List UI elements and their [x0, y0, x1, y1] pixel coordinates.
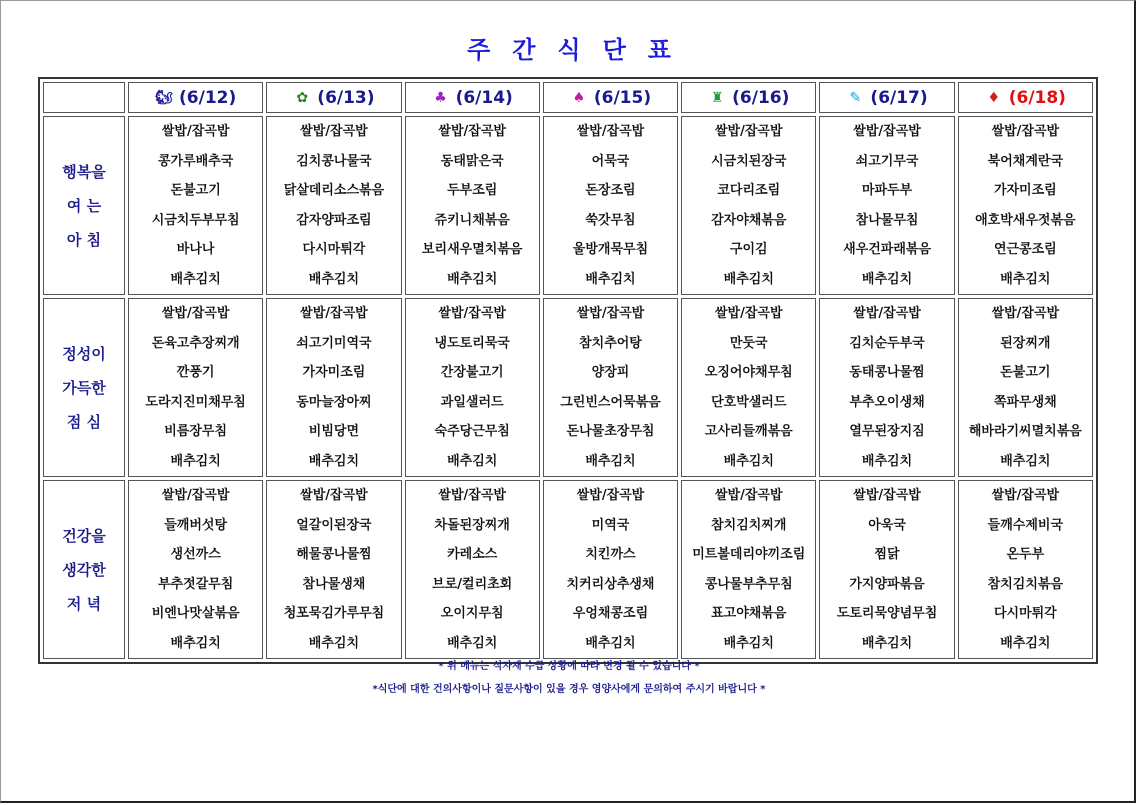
- dish-item: 참치김치볶음: [987, 576, 1064, 592]
- gift-icon: ♦: [987, 89, 1000, 106]
- dish-item: 연근콩조림: [993, 242, 1057, 257]
- dish-item: 새우건파래볶음: [843, 242, 931, 257]
- dish-item: 마파두부: [861, 183, 913, 198]
- day-header: [266, 82, 401, 113]
- dish-item: 냉도토리묵국: [434, 335, 510, 351]
- dish-item: 쇠고기무국: [855, 153, 919, 169]
- dish-item: 참치김치찌개: [711, 517, 787, 533]
- dish-cell: [543, 298, 678, 477]
- dish-cell: [543, 116, 678, 295]
- dish-item: 배추김치: [861, 635, 913, 651]
- meal-row: [43, 480, 1093, 659]
- dish-item: 배추김치: [585, 453, 636, 469]
- dish-cell: [266, 298, 401, 477]
- dish-cell: [128, 298, 263, 477]
- dish-item: 도라지진미채무침: [145, 394, 246, 410]
- dish-item: 쌀밥/잡곡밥: [438, 488, 506, 503]
- dish-item: 쌀밥/잡곡밥: [576, 306, 645, 321]
- meal-name-line: 여 는: [66, 196, 102, 215]
- dish-item: 치커리상추생채: [566, 576, 655, 592]
- squirrel-icon: 🐿: [155, 89, 173, 106]
- dish-item: 쌀밥/잡곡밥: [853, 488, 921, 503]
- dish-item: 오이지무침: [440, 606, 504, 621]
- dish-item: 배추김치: [1000, 453, 1051, 469]
- dish-item: 쌀밥/잡곡밥: [576, 124, 645, 139]
- day-label: (6/15): [593, 87, 652, 108]
- dish-item: 양장피: [591, 365, 630, 380]
- dish-item: 보리새우멸치볶음: [421, 242, 523, 257]
- dish-cell: [128, 116, 263, 295]
- dish-item: 쌀밥/잡곡밥: [991, 306, 1060, 321]
- dish-item: 숙주당근무침: [434, 424, 510, 439]
- dish-item: 쌀밥/잡곡밥: [161, 306, 230, 321]
- dish-item: 열무된장지짐: [849, 424, 925, 439]
- dish-item: 쌀밥/잡곡밥: [300, 124, 368, 139]
- dish-cell: [681, 298, 816, 477]
- dish-item: 배추김치: [585, 271, 636, 287]
- dish-item: 쌀밥/잡곡밥: [991, 124, 1060, 139]
- dish-item: 비빔당면: [308, 424, 360, 439]
- dish-item: 구이김: [729, 242, 768, 257]
- dish-item: 배추김치: [308, 271, 360, 287]
- dish-item: 부추오이생채: [849, 394, 925, 410]
- dish-item: 돈불고기: [1000, 365, 1051, 380]
- dish-item: 그린빈스어묵볶음: [560, 394, 661, 410]
- dish-item: 배추김치: [1000, 271, 1051, 287]
- dish-item: 쌀밥/잡곡밥: [576, 488, 645, 503]
- dish-cell: [405, 298, 540, 477]
- dish-item: 배추김치: [861, 271, 913, 287]
- dish-item: 간장불고기: [440, 365, 504, 380]
- dish-item: 가자미조림: [302, 365, 366, 380]
- meal-name-line: 아 침: [66, 230, 102, 249]
- dish-item: 참나물생채: [302, 576, 366, 592]
- dish-item: 김치순두부국: [849, 335, 925, 351]
- dish-item: 다시마튀각: [302, 242, 366, 257]
- dish-item: 쌀밥/잡곡밥: [438, 306, 506, 321]
- dish-item: 과일샐러드: [440, 394, 504, 410]
- day-label: (6/12): [179, 87, 237, 108]
- day-label: (6/14): [455, 87, 513, 108]
- dish-item: 두부조림: [447, 183, 498, 198]
- dish-item: 비엔나맛살볶음: [151, 606, 240, 621]
- dish-item: 쌀밥/잡곡밥: [300, 306, 368, 321]
- dish-item: 브로/컬리초회: [432, 576, 513, 592]
- dish-item: 부추젓갈무침: [157, 576, 234, 592]
- dish-cell: [819, 298, 954, 477]
- day-header-sunday: [958, 82, 1093, 113]
- dish-item: 동태맑은국: [440, 153, 504, 169]
- day-header: [405, 82, 540, 113]
- dish-item: 배추김치: [170, 271, 221, 287]
- weekly-menu-table: [38, 77, 1098, 664]
- dish-item: 청포묵김가루무침: [283, 606, 385, 621]
- dish-item: 온두부: [1006, 547, 1045, 562]
- dish-item: 동태콩나물찜: [849, 365, 925, 380]
- dish-item: 콩나물부추무침: [704, 576, 793, 592]
- dish-cell: [681, 116, 816, 295]
- dish-item: 들깨버섯탕: [164, 517, 228, 533]
- meal-row: [43, 116, 1093, 295]
- dish-cell: [958, 480, 1093, 659]
- day-label: (6/13): [317, 87, 375, 108]
- dish-item: 비름장무침: [164, 424, 228, 439]
- meal-name-line: 가득한: [62, 378, 106, 397]
- dish-item: 배추김치: [723, 635, 774, 651]
- dish-item: 울방개묵무침: [572, 242, 649, 257]
- dish-item: 배추김치: [723, 271, 774, 287]
- dish-cell: [128, 480, 263, 659]
- dish-item: 배추김치: [308, 453, 360, 469]
- dish-item: 참나물무침: [855, 212, 919, 228]
- dish-item: 도토리묵양념무침: [836, 606, 938, 621]
- dish-item: 쌀밥/잡곡밥: [714, 124, 783, 139]
- dish-item: 쌀밥/잡곡밥: [714, 488, 783, 503]
- day-header: [681, 82, 816, 113]
- meal-name-line: 건강을: [62, 526, 106, 545]
- dish-item: 돈나물초장무침: [566, 424, 655, 439]
- dish-item: 배추김치: [447, 271, 498, 287]
- dish-item: 배추김치: [585, 635, 636, 651]
- dish-item: 쇠고기미역국: [296, 335, 372, 351]
- dish-item: 찜닭: [874, 547, 900, 562]
- dish-item: 배추김치: [723, 453, 774, 469]
- dish-cell: [543, 480, 678, 659]
- dish-cell: [266, 480, 401, 659]
- dish-cell: [405, 480, 540, 659]
- dish-item: 배추김치: [170, 635, 221, 651]
- dish-item: 북어채계란국: [987, 153, 1064, 169]
- dish-item: 코다리조림: [717, 183, 781, 198]
- corner-cell: [43, 82, 125, 113]
- meal-name-line: 생각한: [62, 560, 106, 579]
- day-label: (6/17): [870, 87, 928, 108]
- dish-cell: [819, 480, 954, 659]
- dish-item: 얼갈이된장국: [296, 517, 372, 533]
- meal-name-line: 저 녁: [66, 594, 102, 613]
- dish-item: 쌀밥/잡곡밥: [438, 124, 506, 139]
- dish-item: 쌀밥/잡곡밥: [161, 488, 230, 503]
- dish-item: 닭살데리소스볶음: [283, 183, 385, 198]
- dish-item: 쌀밥/잡곡밥: [853, 306, 921, 321]
- dish-item: 동마늘장아찌: [296, 394, 372, 410]
- meal-name-cell: [43, 116, 125, 295]
- dish-item: 단호박샐러드: [711, 394, 787, 410]
- meal-name-cell: [43, 298, 125, 477]
- dish-item: 표고야채볶음: [711, 606, 787, 621]
- dish-cell: [681, 480, 816, 659]
- dish-item: 미트볼데리야끼조림: [692, 547, 806, 562]
- day-label: (6/18): [1008, 87, 1066, 108]
- meal-name-line: 정성이: [62, 344, 106, 363]
- plant-icon: ♣: [434, 89, 447, 106]
- dish-item: 차돌된장찌개: [434, 517, 510, 533]
- dish-item: 감자양파조림: [296, 212, 372, 228]
- dish-item: 바나나: [176, 242, 215, 257]
- dish-item: 배추김치: [308, 635, 360, 651]
- dish-item: 쌀밥/잡곡밥: [161, 124, 230, 139]
- day-header: [543, 82, 678, 113]
- dish-item: 가지양파볶음: [849, 576, 925, 592]
- dish-item: 쌀밥/잡곡밥: [853, 124, 921, 139]
- dish-cell: [958, 298, 1093, 477]
- dress-icon: ♠: [572, 89, 586, 106]
- dish-item: 애호박새우젓볶음: [975, 212, 1076, 228]
- dish-item: 치킨까스: [585, 547, 636, 562]
- dish-cell: [819, 116, 954, 295]
- notice-change: * 위 메뉴는 식자재 수급 상황에 따라 변경 될 수 있습니다 *: [438, 661, 700, 672]
- dish-item: 시금치된장국: [711, 153, 787, 169]
- day-header: [128, 82, 263, 113]
- dish-item: 배추김치: [447, 635, 498, 651]
- dish-item: 쪽파무생채: [993, 394, 1057, 410]
- dish-item: 아욱국: [868, 517, 906, 533]
- vase-icon: ♜: [710, 89, 724, 106]
- dish-item: 돈장조림: [585, 183, 636, 198]
- dish-item: 감자야채볶음: [711, 212, 787, 228]
- dish-item: 배추김치: [861, 453, 913, 469]
- dish-item: 배추김치: [170, 453, 221, 469]
- dish-item: 참치추어탕: [579, 335, 642, 351]
- dish-item: 쥬키니채볶음: [434, 212, 510, 228]
- pen-icon: ✎: [849, 89, 862, 106]
- dish-item: 만둣국: [729, 335, 768, 351]
- flower-icon: ✿: [296, 89, 309, 106]
- dish-item: 돈불고기: [170, 183, 221, 198]
- dish-item: 배추김치: [447, 453, 498, 469]
- dish-item: 다시마튀각: [993, 606, 1057, 621]
- dish-item: 된장찌개: [1000, 335, 1051, 351]
- notice-inquiry: *식단에 대한 건의사항이나 질문사항이 있을 경우 영양사에게 문의하여 주시기 바랍니다 *: [372, 684, 766, 695]
- dish-item: 어묵국: [591, 153, 630, 169]
- dish-item: 돈육고추장찌개: [151, 335, 240, 351]
- meal-name-line: 행복을: [62, 162, 106, 181]
- dish-item: 우엉채콩조림: [572, 606, 649, 621]
- dish-cell: [266, 116, 401, 295]
- dish-item: 배추김치: [1000, 635, 1051, 651]
- dish-item: 해바라기씨멸치볶음: [968, 424, 1082, 439]
- dish-item: 생선까스: [170, 547, 221, 562]
- dish-item: 김치콩나물국: [296, 153, 372, 169]
- dish-cell: [958, 116, 1093, 295]
- dish-item: 들깨수제비국: [987, 517, 1064, 533]
- dish-item: 해물콩나물찜: [296, 547, 372, 562]
- meal-name-line: 점 심: [66, 412, 102, 431]
- page-title: 주간식단표: [467, 36, 693, 64]
- dish-item: 깐풍기: [176, 365, 215, 380]
- dish-item: 쌀밥/잡곡밥: [714, 306, 783, 321]
- dish-item: 쑥갓무침: [585, 212, 636, 228]
- dish-item: 시금치두부무침: [151, 212, 240, 228]
- dish-item: 미역국: [591, 517, 630, 533]
- dish-item: 카레소스: [447, 547, 498, 562]
- dish-item: 쌀밥/잡곡밥: [300, 488, 368, 503]
- dish-item: 고사리들깨볶음: [704, 424, 793, 439]
- dish-cell: [405, 116, 540, 295]
- day-label: (6/16): [732, 87, 790, 108]
- meal-row: [43, 298, 1093, 477]
- day-header-row: [43, 82, 1093, 113]
- dish-item: 오징어야채무침: [704, 365, 793, 380]
- dish-item: 쌀밥/잡곡밥: [991, 488, 1060, 503]
- meal-name-cell: [43, 480, 125, 659]
- dish-item: 가자미조림: [993, 183, 1057, 198]
- dish-item: 콩가루배추국: [157, 153, 234, 169]
- day-header: [819, 82, 954, 113]
